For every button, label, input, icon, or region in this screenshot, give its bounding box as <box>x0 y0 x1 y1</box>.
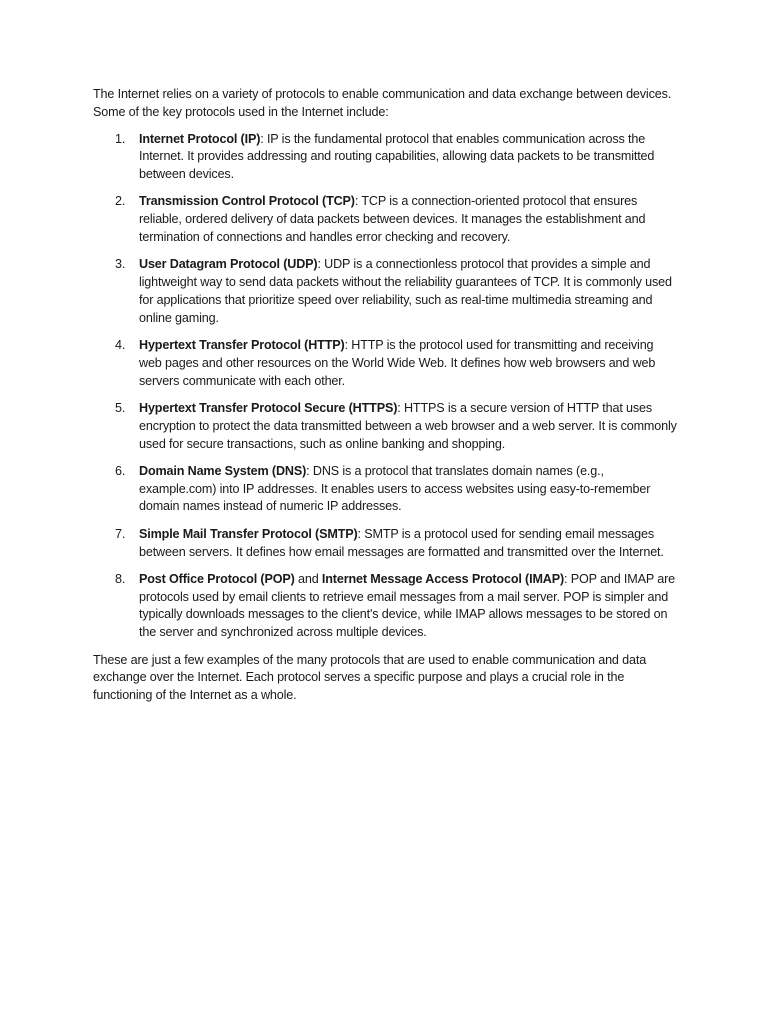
protocol-item-smtp <box>93 526 678 562</box>
separator: : <box>397 400 401 415</box>
list-number: 1. <box>115 131 126 146</box>
separator: : <box>357 526 361 541</box>
protocol-description: IP is the fundamental protocol that enables communication across the Internet. It provides addressing and routing capabilities, allowing data packets to be transmitted between devices. <box>139 131 655 182</box>
list-number: 5. <box>115 400 126 415</box>
separator: and <box>294 571 322 586</box>
protocol-name: Transmission Control Protocol (TCP) <box>139 194 355 209</box>
protocol-description: POP and IMAP are protocols used by email clients to retrieve email messages from a mail server. POP is simpler and typically downloads messages to the client's device, while IMAP allows messages to be stored on the server and synchronized across multiple devices. <box>139 571 675 640</box>
separator: : <box>354 194 359 209</box>
protocol-description: HTTPS is a secure version of HTTP that uses encryption to protect the data transmitted between a web browser and a web server. It is commonly used for secure transactions, such as online banking and shopping. <box>139 400 677 451</box>
separator: : <box>317 257 321 272</box>
protocol-item-pop-imap <box>93 571 678 642</box>
protocol-name: Simple Mail Transfer Protocol (SMTP) <box>139 526 358 541</box>
protocol-name: User Datagram Protocol (UDP) <box>139 257 318 272</box>
intro-paragraph: The Internet relies on a variety of protocols to enable communication and data exchange between devices. Some of the key protocols used in the Internet include: <box>93 87 672 119</box>
protocol-name: Hypertext Transfer Protocol (HTTP) <box>139 338 345 353</box>
document-body <box>93 86 678 705</box>
list-number: 2. <box>115 194 126 209</box>
protocol-item-dns <box>93 463 678 516</box>
protocol-description: HTTP is the protocol used for transmitting and receiving web pages and other resources on the World Wide Web. It defines how web browsers and web servers communicate with each other. <box>139 338 656 388</box>
protocol-name: Hypertext Transfer Protocol Secure (HTTPS) <box>139 400 398 415</box>
protocol-list <box>93 131 678 642</box>
list-number: 8. <box>115 571 126 586</box>
protocol-description: SMTP is a protocol used for sending email messages between servers. It defines how email messages are formatted and transmitted over the Internet. <box>139 526 664 559</box>
protocol-name: Post Office Protocol (POP) <box>139 571 295 586</box>
protocol-name: Internet Protocol (IP) <box>139 131 261 146</box>
protocol-description: TCP is a connection-oriented protocol that ensures reliable, ordered delivery of data packets between devices. It manages the establishment and termination of connections and handles error checking and recovery. <box>139 194 646 245</box>
list-number: 7. <box>115 526 126 541</box>
protocol-description: DNS is a protocol that translates domain names (e.g., example.com) into IP addresses. It enables users to access websites using easy-to-remember domain names instead of numeric IP addresses. <box>139 463 651 514</box>
protocol-description: UDP is a connectionless protocol that provides a simple and lightweight way to send data packets without the reliability guarantees of TCP. It is commonly used for applications that prioritize speed over reliability, such as real-time multimedia streaming and online gaming. <box>139 257 672 325</box>
protocol-item-udp <box>93 256 678 327</box>
protocol-item-tcp <box>93 193 678 246</box>
protocol-item-http <box>93 337 678 390</box>
list-number: 3. <box>115 257 126 272</box>
separator: : <box>260 131 264 146</box>
list-number: 6. <box>115 463 126 478</box>
protocol-name-secondary: Internet Message Access Protocol (IMAP) <box>321 571 565 586</box>
protocol-name: Domain Name System (DNS) <box>139 463 307 478</box>
protocol-item-https <box>93 400 678 453</box>
separator: : <box>306 463 310 478</box>
list-number: 4. <box>115 338 126 353</box>
closing-paragraph: These are just a few examples of the many protocols that are used to enable communication and data exchange over the Internet. Each protocol serves a specific purpose and plays a crucial role in the functioning of the Internet as a whole. <box>93 652 647 703</box>
separator-secondary: : <box>564 571 568 586</box>
protocol-item-ip <box>93 131 678 184</box>
separator: : <box>344 338 348 353</box>
